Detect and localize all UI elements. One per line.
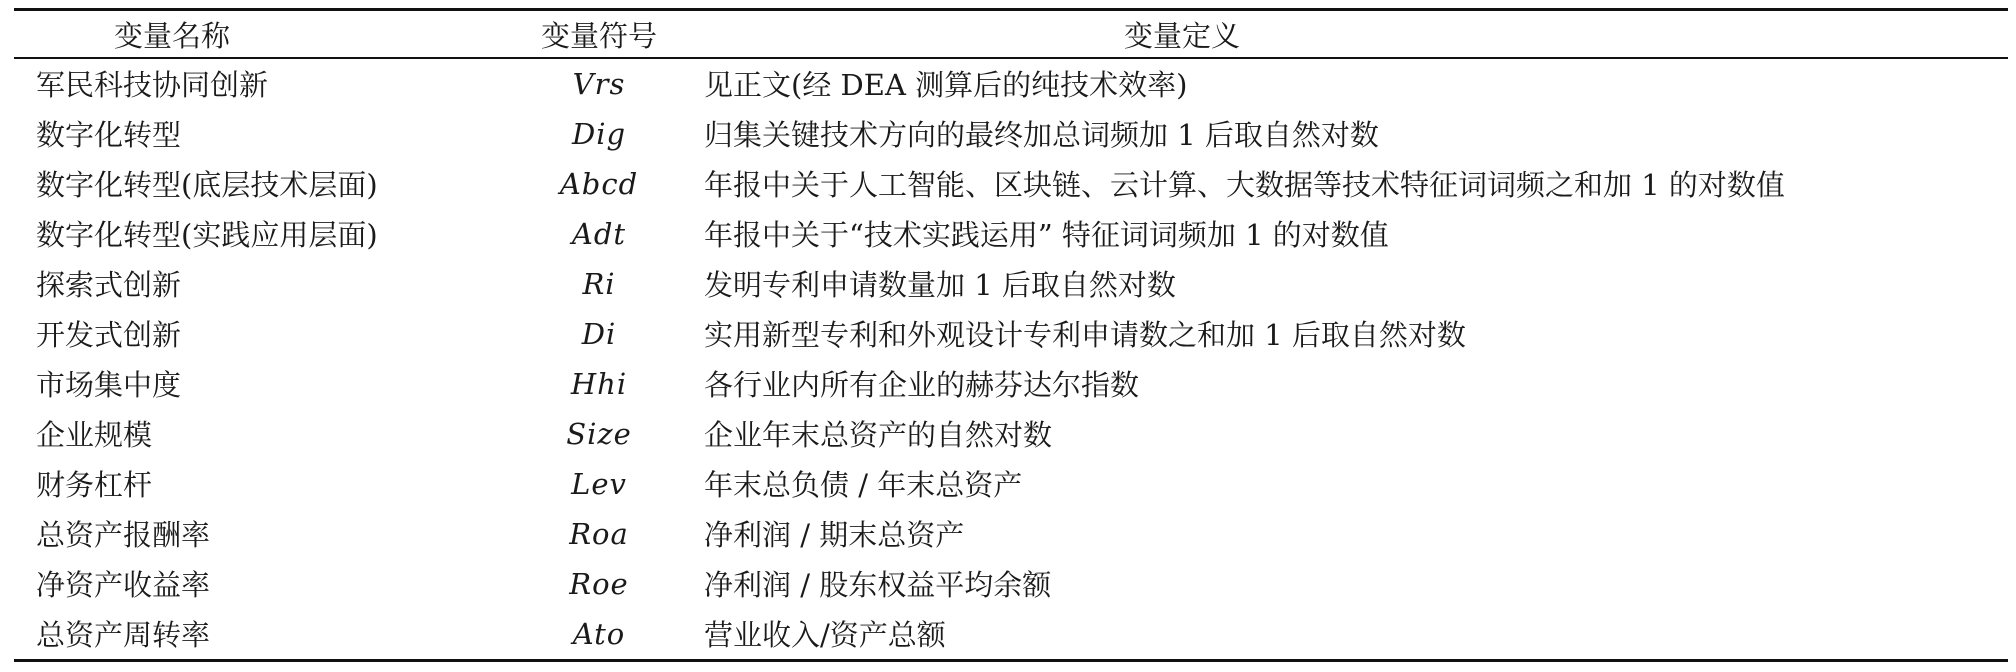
variable-name-cell: 数字化转型(底层技术层面) (36, 168, 378, 202)
table-row (14, 109, 2008, 159)
header-row (14, 11, 2008, 57)
table-row (14, 209, 2008, 259)
table-row (14, 459, 2008, 509)
header-variable-symbol: 变量符号 (540, 18, 657, 53)
table-row (14, 559, 2008, 609)
variable-symbol-cell: Lev (571, 466, 627, 501)
variable-definition-cell: 年报中关于“技术实践运用” 特征词词频加 1 的对数值 (704, 218, 1389, 252)
table-row (14, 309, 2008, 359)
table-row (14, 359, 2008, 409)
table-row (14, 59, 2008, 109)
variable-name-cell: 数字化转型 (36, 118, 182, 152)
variable-definition-cell: 归集关键技术方向的最终加总词频加 1 后取自然对数 (704, 118, 1379, 152)
header-variable-name: 变量名称 (114, 18, 231, 53)
variable-name-cell: 数字化转型(实践应用层面) (36, 218, 378, 252)
variable-symbol-cell: Size (566, 416, 632, 451)
variable-name-cell: 净资产收益率 (36, 568, 211, 602)
variable-definition-cell: 年报中关于人工智能、区块链、云计算、大数据等技术特征词词频之和加 1 的对数值 (704, 168, 1785, 202)
variable-symbol-cell: Abcd (559, 166, 639, 201)
variable-name-cell: 军民科技协同创新 (36, 68, 269, 102)
variable-symbol-cell: Roe (569, 566, 629, 601)
variable-definition-cell: 营业收入/资产总额 (704, 618, 946, 652)
variable-definition-cell: 净利润 / 股东权益平均余额 (704, 568, 1052, 602)
variable-definition-cell: 年末总负债 / 年末总资产 (704, 468, 1023, 502)
table-row (14, 509, 2008, 559)
variable-definition-cell: 各行业内所有企业的赫芬达尔指数 (704, 368, 1140, 402)
variable-symbol-cell: Di (581, 316, 617, 351)
variable-name-cell: 财务杠杆 (36, 468, 153, 502)
variable-name-cell: 企业规模 (36, 418, 153, 452)
table-row (14, 409, 2008, 459)
header-variable-definition: 变量定义 (1124, 18, 1241, 53)
variable-name-cell: 开发式创新 (36, 318, 182, 352)
variable-symbol-cell: Roa (569, 516, 629, 551)
variable-symbol-cell: Dig (571, 116, 627, 151)
variable-definition-table (14, 8, 2008, 662)
variable-table (14, 11, 2008, 57)
table-row (14, 259, 2008, 309)
table-bottom-rule (14, 659, 2008, 662)
variable-symbol-cell: Ato (572, 616, 626, 651)
variable-symbol-cell: Adt (571, 216, 627, 251)
variable-name-cell: 市场集中度 (36, 368, 182, 402)
variable-symbol-cell: Hhi (570, 366, 628, 401)
table-row (14, 159, 2008, 209)
variable-definition-cell: 见正文(经 DEA 测算后的纯技术效率) (704, 68, 1188, 102)
variable-definition-cell: 净利润 / 期末总资产 (704, 518, 965, 552)
variable-symbol-cell: Vrs (572, 66, 626, 101)
variable-definition-cell: 发明专利申请数量加 1 后取自然对数 (704, 268, 1176, 302)
variable-name-cell: 探索式创新 (36, 268, 182, 302)
variable-name-cell: 总资产报酬率 (36, 518, 211, 552)
variable-symbol-cell: Ri (582, 266, 616, 301)
variable-definition-cell: 实用新型专利和外观设计专利申请数之和加 1 后取自然对数 (704, 318, 1466, 352)
variable-name-cell: 总资产周转率 (36, 618, 211, 652)
variable-table-body (14, 59, 2008, 659)
variable-definition-cell: 企业年末总资产的自然对数 (704, 418, 1053, 452)
table-row (14, 609, 2008, 659)
